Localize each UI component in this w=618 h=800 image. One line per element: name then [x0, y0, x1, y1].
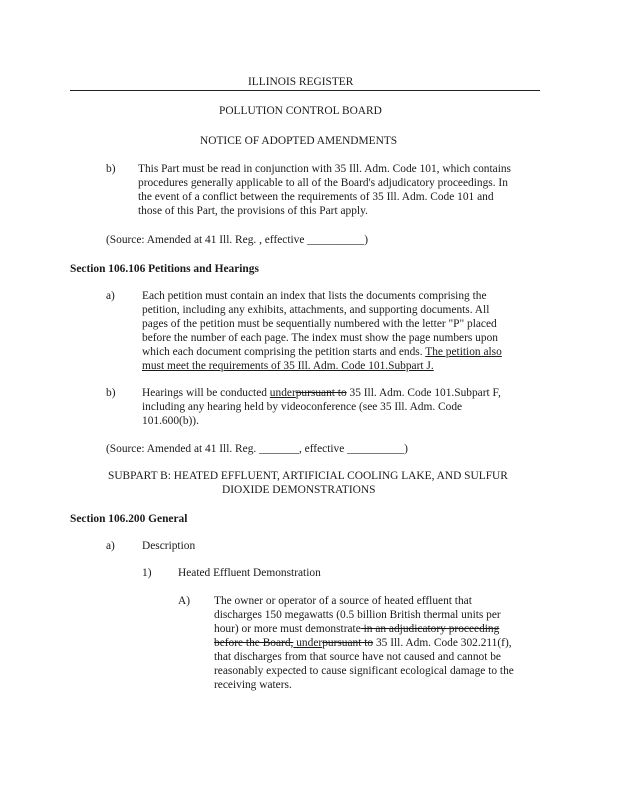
para-b1-label: b) [106, 163, 116, 175]
subpart-heading-line1: SUBPART B: HEATED EFFLUENT, ARTIFICIAL COOLING LAKE, AND SULFUR [108, 470, 508, 482]
section-200-1-text: Heated Effluent Demonstration [178, 567, 321, 579]
section-200-a-label: a) [106, 540, 115, 552]
section-106-b-line: 101.600(b)). [142, 415, 199, 427]
section-200-A-line: receiving waters. [214, 679, 292, 691]
text: Hearings will be conducted [142, 387, 270, 399]
section-106-b-line [142, 387, 501, 400]
underlined-insertion: under [269, 387, 296, 399]
section-200-A-label: A) [178, 595, 191, 607]
section-200-a-text: Description [142, 540, 196, 552]
section-200-1-label: 1) [142, 567, 152, 579]
section-200-A-line: The owner or operator of a source of heated effluent that [214, 595, 472, 607]
section-106-a-line: petition, including any exhibits, attachments, and supporting documents. All [142, 304, 490, 316]
header-rule [70, 90, 540, 91]
underlined-insertion: The petition also [425, 346, 502, 358]
source-note-2: (Source: Amended at 41 Ill. Reg. _______, effective __________) [106, 443, 408, 455]
text: 35 Ill. Adm. Code 101.Subpart F, [346, 387, 501, 399]
board-name: POLLUTION CONTROL BOARD [219, 105, 382, 117]
text: hour) or more must demonstrate [214, 623, 361, 635]
section-200-A-line [214, 637, 512, 650]
para-b1-line: the event of a conflict between the requirements of 35 Ill. Adm. Code 101 and [138, 191, 494, 203]
source-note-1: (Source: Amended at 41 Ill. Reg. , effective __________) [106, 234, 369, 246]
underlined-insertion: under [293, 637, 323, 649]
struck-deletion: pursuant to [322, 637, 374, 649]
section-106-a-label: a) [106, 290, 115, 302]
section-106-heading: Section 106.106 Petitions and Hearings [70, 263, 259, 275]
section-106-a-line: pages of the petition must be sequentially numbered with the letter "P" placed [142, 318, 497, 330]
para-b1-line: those of this Part, the provisions of this Part apply. [138, 205, 368, 217]
section-106-a-line [142, 346, 502, 359]
section-200-A-line: that discharges from that source have not caused and cannot be [214, 651, 501, 663]
struck-deletion: in an adjudicatory proceeding [360, 623, 500, 635]
section-106-a-line5-text: which each document comprising the petition starts and ends. [142, 346, 423, 358]
section-106-b-label: b) [106, 387, 116, 399]
section-200-A-line: reasonably expected to cause significant ecological damage to the [214, 665, 514, 677]
section-106-b-line: including any hearing held by videoconference (see 35 Ill. Adm. Code [142, 401, 463, 413]
underlined-insertion: must meet the requirements of 35 Ill. Adm. Code 101.Subpart J. [142, 360, 434, 372]
section-106-a-line: Each petition must contain an index that lists the documents comprising the [142, 290, 487, 302]
section-200-A-line: discharges 150 megawatts (0.5 billion British thermal units per [214, 609, 501, 621]
section-106-a-line: before the number of each page. The index must show the page numbers upon [142, 332, 498, 344]
section-200-A-line [214, 623, 499, 636]
text: 35 Ill. Adm. Code 302.211(f), [373, 637, 512, 649]
para-b1-line: This Part must be read in conjunction with 35 Ill. Adm. Code 101, which contains [138, 163, 511, 175]
section-200-heading: Section 106.200 General [70, 513, 188, 525]
subpart-heading-line2: DIOXIDE DEMONSTRATIONS [222, 484, 376, 496]
notice-title: NOTICE OF ADOPTED AMENDMENTS [200, 135, 398, 147]
para-b1-line: procedures generally applicable to all of the Board's adjudicatory proceedings. In [138, 177, 508, 189]
register-title: ILLINOIS REGISTER [248, 76, 354, 88]
struck-deletion: before the Board, [214, 637, 294, 649]
struck-deletion: pursuant to [295, 387, 347, 399]
